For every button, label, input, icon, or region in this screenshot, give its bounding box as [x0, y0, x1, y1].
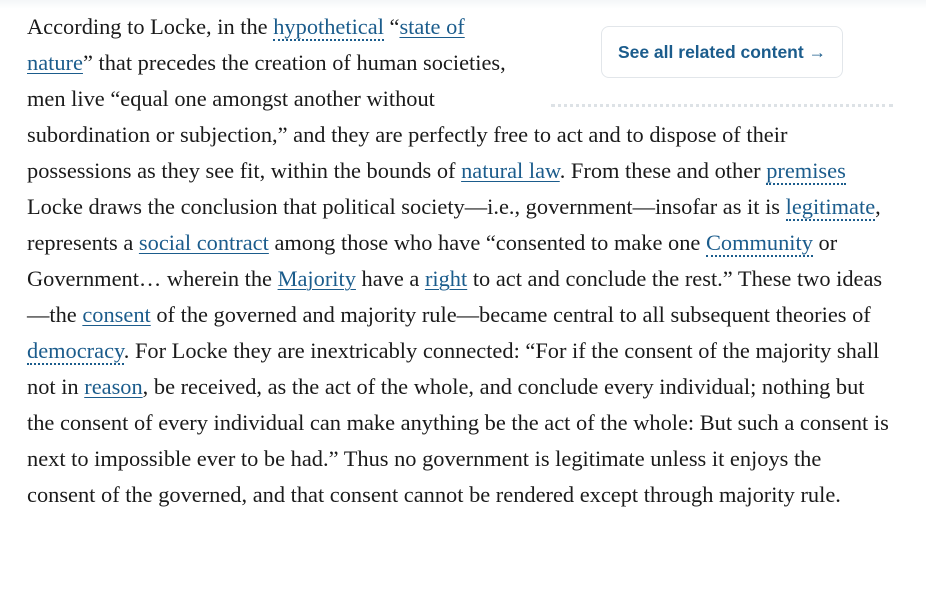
- text-segment: of the governed and majority rule—became central to all subsequent theories of: [150, 302, 871, 327]
- link-state-of-nature[interactable]: state of nature: [27, 14, 465, 75]
- link-reason[interactable]: reason: [84, 374, 143, 399]
- see-all-related-content-button[interactable]: See all related content →: [601, 26, 843, 78]
- link-hypothetical[interactable]: hypothetical: [273, 14, 384, 39]
- link-premises[interactable]: premises: [766, 158, 846, 183]
- link-right[interactable]: right: [424, 266, 468, 291]
- related-content-aside: [547, 9, 893, 117]
- text-segment: have a: [355, 266, 425, 291]
- top-edge: [0, 0, 926, 9]
- link-democracy[interactable]: democracy: [27, 338, 124, 363]
- text-segment: “: [383, 14, 400, 39]
- text-segment: Locke draws the conclusion that political society—i.e., government—insofar as it is: [27, 194, 786, 219]
- article-paragraph: [27, 9, 893, 513]
- link-majority[interactable]: Majority: [277, 266, 356, 291]
- link-legitimate[interactable]: legitimate: [785, 194, 876, 219]
- text-segment: . For Locke they are inextricably connected: “For if the consent of the majority shall not in: [27, 338, 880, 399]
- text-segment: or Government… wherein the: [27, 230, 838, 291]
- link-community[interactable]: Community: [705, 230, 813, 255]
- link-social-contract[interactable]: social contract: [138, 230, 269, 255]
- text-segment: ” that precedes the creation of human societies, men live “equal one amongst another without subordination or subjection,” and they are perfectly free to act and to dispose of their possessions as they see fit, within the bounds of: [27, 50, 788, 183]
- text-segment: , represents a: [27, 194, 881, 255]
- text-segment: to act and conclude the rest.” These two ideas—the: [27, 266, 883, 327]
- link-natural-law[interactable]: natural law: [461, 158, 560, 183]
- text-segment: among those who have “consented to make one: [268, 230, 706, 255]
- link-consent[interactable]: consent: [82, 302, 151, 327]
- dotted-divider: [551, 104, 893, 107]
- text-segment: , be received, as the act of the whole, and conclude every individual; nothing but the consent of every individual can make anything be the act of the whole: But such a consent is next to impossible ever to be had.” Thus no government is legitimate unless it enjoys the consent of the governed, and that consent cannot be rendered except through majority rule.: [27, 374, 889, 507]
- text-segment: According to Locke, in the: [27, 14, 274, 39]
- text-segment: . From these and other: [559, 158, 767, 183]
